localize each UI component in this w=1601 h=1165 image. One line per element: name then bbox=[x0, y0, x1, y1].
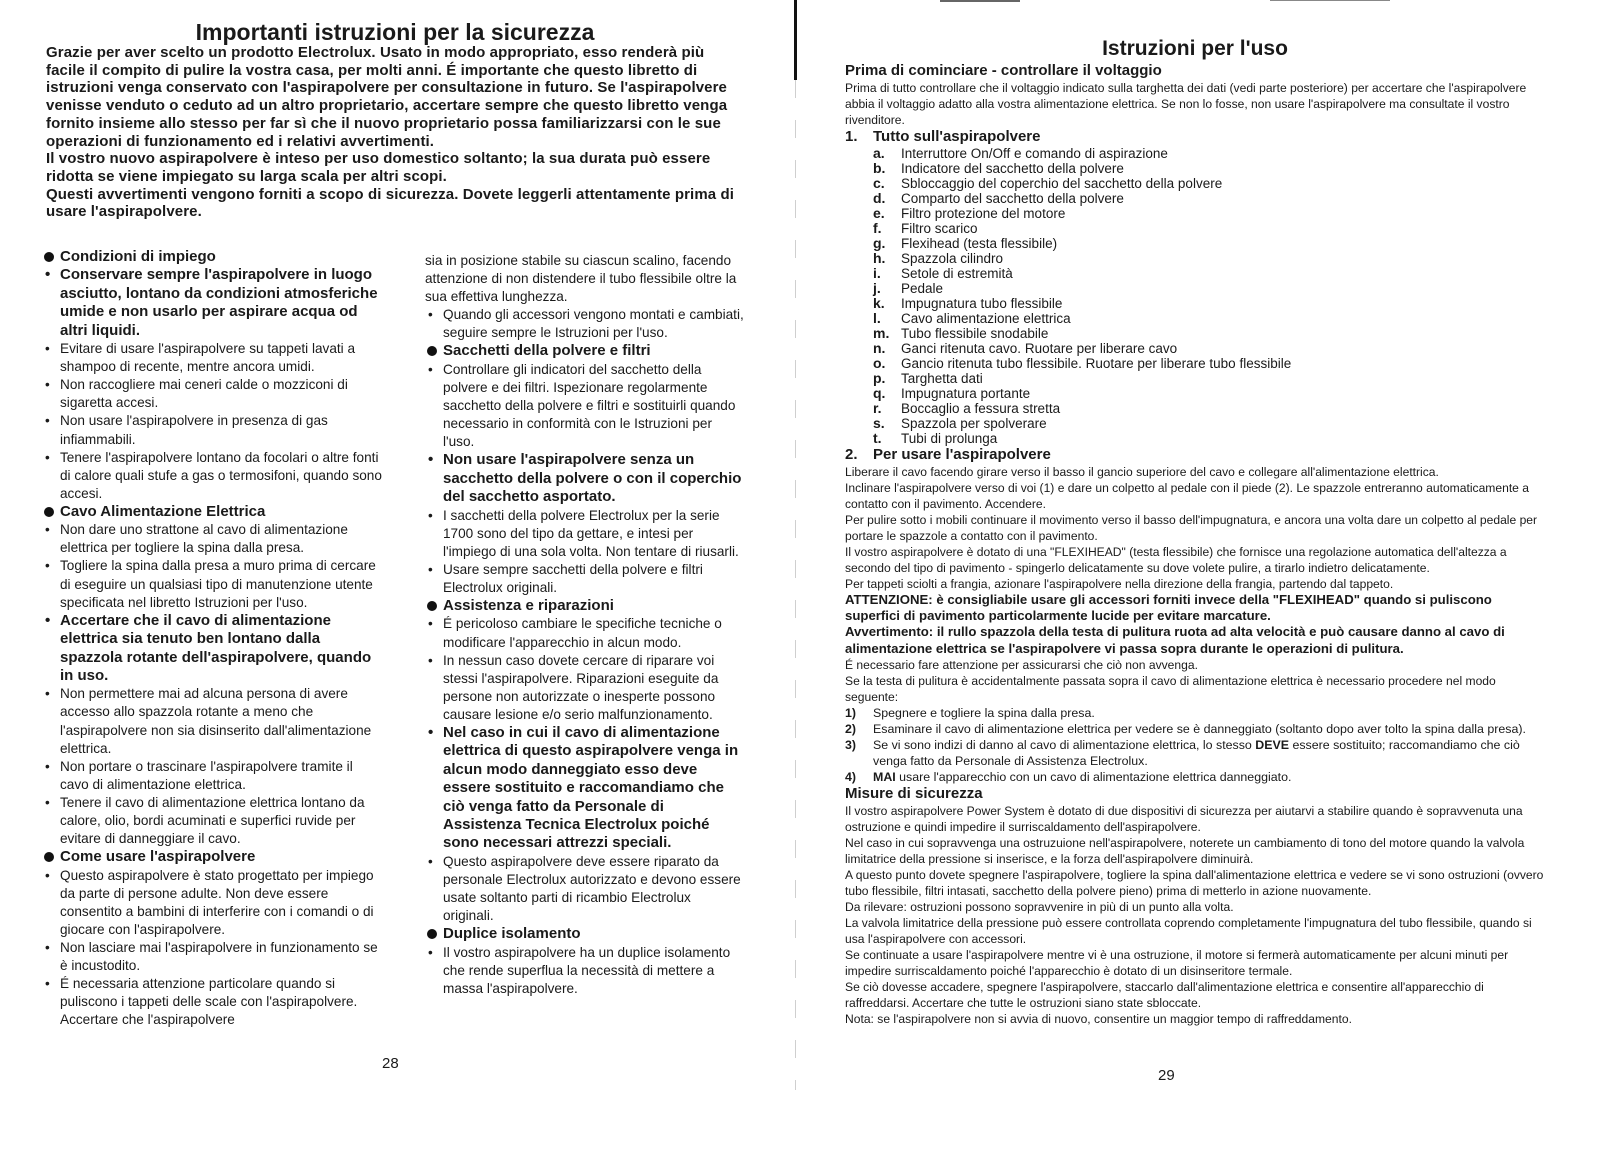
warning-note: Avvertimento: il rullo spazzola della testa di pulitura ruota ad alta velocità e può causare danno al cavo di alimentazione elettrica se l'aspirapolvere vi passa sopra durante le operazioni di pulitura. bbox=[845, 624, 1505, 656]
item-letter: k. bbox=[873, 295, 885, 311]
item-letter: m. bbox=[873, 325, 890, 341]
intro-paragraph: Questi avvertimenti vengono forniti a scopo di sicurezza. Dovete leggerli attentamente prima di usare l'aspirapolvere. bbox=[46, 185, 734, 221]
step-text: DEVE bbox=[1255, 737, 1290, 752]
list-item bbox=[873, 341, 1545, 356]
list-item: • É necessaria attenzione particolare quando si puliscono i tappeti delle scale con l'aspirapolvere. Accertare che l'aspirapolvere bbox=[42, 975, 382, 1029]
section-heading: Come usare l'aspirapolvere bbox=[42, 848, 382, 866]
paragraph: A questo punto dovete spegnere l'aspirapolvere, togliere la spina dall'alimentazione elettrica e vedere se vi sono ostruzioni (ovvero tubo flessibile, filtri intasati, sacchetto della polvere pieno) prima di metterlo in azione nuovamente. bbox=[845, 867, 1544, 898]
left-column-1 bbox=[42, 248, 382, 1029]
page-left bbox=[0, 0, 790, 1165]
list-item: • Non permettere mai ad alcuna persona di avere accesso allo spazzola rotante a meno che l'aspirapolvere non sia disinserito dall'alimentazione elettrica. bbox=[42, 685, 382, 757]
item-letter: e. bbox=[873, 205, 885, 221]
list-item: • Togliere la spina dalla presa a muro prima di cercare di eseguire un qualsiasi tipo di manutenzione utente specificata nel libretto Istruzioni per l'uso. bbox=[42, 557, 382, 611]
list-item bbox=[873, 431, 1545, 446]
item-letter: q. bbox=[873, 385, 886, 401]
item-text: Spazzola per spolverare bbox=[901, 416, 1047, 431]
list-item: • Evitare di usare l'aspirapolvere su tappeti lavati a shampoo di recente, mentre ancora umidi. bbox=[42, 340, 382, 376]
section-heading: Condizioni di impiego bbox=[42, 248, 382, 266]
list-item bbox=[873, 176, 1545, 191]
item-text: Filtro scarico bbox=[901, 221, 978, 236]
list-item bbox=[873, 191, 1545, 206]
section-number: 2. bbox=[845, 446, 858, 463]
steps-list bbox=[845, 705, 1545, 785]
item-letter: n. bbox=[873, 340, 886, 356]
paragraph: Da rilevare: ostruzioni possono sopravvenire in più di un punto alla volta. bbox=[845, 899, 1234, 914]
list-item: • Accertare che il cavo di alimentazione elettrica sia tenuto ben lontano dalla spazzola rotante dell'aspirapolvere, quando in uso. bbox=[42, 612, 382, 686]
section-heading bbox=[845, 128, 1545, 146]
paragraph: Liberare il cavo facendo girare verso il basso il gancio superiore del cavo e collegare all'alimentazione elettrica. bbox=[845, 465, 1439, 479]
step-text: Se vi sono indizi di danno al cavo di alimentazione elettrica, lo stesso bbox=[873, 737, 1256, 752]
list-item-continued: sia in posizione stabile su ciascun scalino, facendo attenzione di non distendere il tubo flessibile oltre la sua effettiva lunghezza. bbox=[425, 253, 737, 305]
item-text: Tubi di prolunga bbox=[901, 431, 998, 446]
paragraph: Prima di tutto controllare che il voltaggio indicato sulla targhetta dei dati (vedi parte posteriore) per accertare che l'aspirapolvere abbia il voltaggio adatto alla vostra alimentazione elettrica. Se non lo fosse, non usare l'aspirapolvere ma consultate il vostro rivenditore. bbox=[845, 81, 1527, 127]
section-heading: Assistenza e riparazioni bbox=[425, 597, 745, 615]
binding-shadow bbox=[795, 80, 796, 1090]
list-item bbox=[873, 311, 1545, 326]
list-item bbox=[873, 281, 1545, 296]
step-text: usare l'apparecchio con un cavo di alimentazione elettrica danneggiato. bbox=[895, 769, 1292, 784]
list-item bbox=[873, 356, 1545, 371]
list-item: • Controllare gli indicatori del sacchetto della polvere e dei filtri. Ispezionare regolarmente sacchetto della polvere e filtri e sostituirli quando necessario in conformità con le Istruzioni per l'uso. bbox=[425, 361, 745, 451]
list-item bbox=[873, 221, 1545, 236]
step-text: Esaminare il cavo di alimentazione elettrica per vedere se è danneggiato (soltanto dopo aver tolto la spina dalla presa). bbox=[873, 721, 1526, 736]
list-item: • Questo aspirapolvere deve essere riparato da personale Electrolux autorizzato e devono essere usate soltanto parti di ricambio Electrolux originali. bbox=[425, 853, 745, 925]
page-title: Istruzioni per l'uso bbox=[1102, 37, 1288, 60]
item-letter: b. bbox=[873, 160, 886, 176]
section-heading-text: Tutto sull'aspirapolvere bbox=[873, 128, 1041, 145]
paragraph: Per tappeti sciolti a frangia, azionare l'aspirapolvere nella direzione della frangia, partendo dal tappeto. bbox=[845, 577, 1394, 591]
section-heading bbox=[845, 446, 1545, 464]
binding-edge bbox=[794, 0, 797, 80]
item-text: Pedale bbox=[901, 281, 944, 296]
list-item: • Non raccogliere mai ceneri calde o mozziconi di sigaretta accesi. bbox=[42, 376, 382, 412]
step-text: essere sostituito; raccomandiamo che ciò venga fatto da Personale di Assistenza Electrolux. bbox=[873, 737, 1520, 768]
page-title: Importanti istruzioni per la sicurezza bbox=[195, 19, 595, 45]
item-letter: l. bbox=[873, 310, 881, 326]
paragraph: É necessario fare attenzione per assicurarsi che ciò non avvenga. bbox=[845, 657, 1198, 672]
item-letter: a. bbox=[873, 145, 885, 161]
attention-note: ATTENZIONE: è consigliabile usare gli accessori forniti invece della "FLEXIHEAD" quando si puliscono superfici di pavimento particolarmente lucide per evitare marcature. bbox=[845, 592, 1492, 624]
item-letter: h. bbox=[873, 250, 886, 266]
step-item bbox=[845, 769, 1545, 785]
list-item: • Il vostro aspirapolvere ha un duplice isolamento che rende superflua la necessità di mettere a massa l'aspirapolvere. bbox=[425, 944, 745, 998]
section-heading: Sacchetti della polvere e filtri bbox=[425, 342, 745, 360]
item-letter: c. bbox=[873, 175, 885, 191]
item-text: Ganci ritenuta cavo. Ruotare per liberare cavo bbox=[901, 341, 1178, 356]
item-letter: g. bbox=[873, 235, 886, 251]
item-text: Impugnatura portante bbox=[901, 386, 1031, 401]
list-item bbox=[873, 326, 1545, 341]
item-text: Tubo flessibile snodabile bbox=[901, 326, 1049, 341]
section-heading-text: Per usare l'aspirapolvere bbox=[873, 446, 1051, 463]
list-item bbox=[873, 206, 1545, 221]
paragraph: La valvola limitatrice della pressione può essere controllata coprendo completamente l'impugnatura del tubo flessibile, quando si usa l'aspirapolvere con accessori. bbox=[845, 915, 1532, 946]
intro-paragraph: Il vostro nuovo aspirapolvere è inteso per uso domestico soltanto; la sua durata può essere ridotta se viene impiegato su larga scala per altri scopi. bbox=[46, 150, 711, 185]
item-text: Cavo alimentazione elettrica bbox=[901, 311, 1071, 326]
list-item: • Questo aspirapolvere è stato progettato per impiego da parte di persone adulte. Non deve essere consentito a bambini di interferire con i comandi o di giocare con l'aspirapolvere. bbox=[42, 867, 382, 939]
intro-text bbox=[46, 44, 736, 221]
list-item: • Nel caso in cui il cavo di alimentazione elettrica di questo aspirapolvere venga in alcun modo danneggiato esso deve essere sostituito e raccomandiamo che ciò venga fatto da Personale di Assistenza Tecnica Electrolux poiché sono necessari attrezzi speciali. bbox=[425, 724, 745, 853]
step-number: 4) bbox=[845, 769, 857, 784]
list-item: • Tenere l'aspirapolvere lontano da focolari o altre fonti di calore quali stufe a gas o termosifoni, quando sono accesi. bbox=[42, 449, 382, 503]
intro-paragraph: Grazie per aver scelto un prodotto Electrolux. Usato in modo appropriato, esso renderà più facile il compito di pulire la vostra casa, per molti anni. É importante che questo libretto di istruzioni venga conservato con l'aspirapolvere per consultazione in futuro. Se l'aspirapolvere venisse venduto o ceduto ad un altro proprietario, accertare sempre che questo libretto venga fornito insieme allo stesso per far sì che il nuovo proprietario possa familiarizzarsi con le sue operazioni di funzionamento ed i relativi avvertimenti. bbox=[46, 44, 728, 150]
item-letter: r. bbox=[873, 400, 882, 416]
page-right bbox=[800, 0, 1601, 1165]
step-text: MAI bbox=[873, 769, 896, 784]
item-letter: j. bbox=[873, 280, 881, 296]
list-item: • Non dare uno strattone al cavo di alimentazione elettrica per togliere la spina dalla presa. bbox=[42, 521, 382, 557]
section-heading: Prima di cominciare - controllare il voltaggio bbox=[845, 62, 1162, 79]
item-letter: d. bbox=[873, 190, 886, 206]
list-item: • Non lasciare mai l'aspirapolvere in funzionamento se è incustodito. bbox=[42, 939, 382, 975]
item-letter: t. bbox=[873, 430, 882, 446]
paragraph: Se continuate a usare l'aspirapolvere mentre vi è una ostruzione, il motore si fermerà automaticamente per alcuni minuti per impedire surriscaldamento poiché l'apparecchio è dotato di un disinseritore termale. bbox=[845, 947, 1509, 978]
list-item bbox=[873, 386, 1545, 401]
item-text: Indicatore del sacchetto della polvere bbox=[901, 161, 1124, 176]
paragraph: Inclinare l'aspirapolvere verso di voi (1) e dare un colpetto al pedale con il piede (2). Le spazzole entreranno automaticamente a contatto con il pavimento. Accendere. bbox=[845, 481, 1529, 511]
item-text: Setole di estremità bbox=[901, 266, 1013, 281]
list-item bbox=[873, 236, 1545, 251]
page-number: 29 bbox=[1158, 1067, 1175, 1084]
paragraph: Nota: se l'aspirapolvere non si avvia di nuovo, consentire un maggior tempo di raffreddamento. bbox=[845, 1011, 1352, 1026]
item-text: Spazzola cilindro bbox=[901, 251, 1004, 266]
section-number: 1. bbox=[845, 128, 858, 145]
step-number: 1) bbox=[845, 705, 857, 720]
list-item: • Non portare o trascinare l'aspirapolvere tramite il cavo di alimentazione elettrica. bbox=[42, 758, 382, 794]
list-item bbox=[873, 401, 1545, 416]
paragraph: Il vostro aspirapolvere è dotato di una "FLEXIHEAD" (testa flessibile) che fornisce una regolazione automatica dell'altezza a secondo del tipo di pavimento - spingerlo delicatamente su dove volete pulire, a tirarlo indietro delicatamente. bbox=[845, 545, 1507, 575]
item-text: Boccaglio a fessura stretta bbox=[901, 401, 1061, 416]
step-number: 3) bbox=[845, 737, 857, 752]
step-item bbox=[845, 705, 1545, 721]
list-item bbox=[873, 146, 1545, 161]
section-heading: Duplice isolamento bbox=[425, 925, 745, 943]
item-text: Impugnatura tubo flessibile bbox=[901, 296, 1063, 311]
step-item bbox=[845, 721, 1545, 737]
item-letter: o. bbox=[873, 355, 886, 371]
list-item bbox=[873, 161, 1545, 176]
item-letter: f. bbox=[873, 220, 882, 236]
item-letter: p. bbox=[873, 370, 886, 386]
item-text: Comparto del sacchetto della polvere bbox=[901, 191, 1124, 206]
list-item: • In nessun caso dovete cercare di riparare voi stessi l'aspirapolvere. Riparazioni eseguite da persone non autorizzate o inesperte possono causare lesione e/o serio malfunzionamento. bbox=[425, 652, 745, 724]
paragraph: Per pulire sotto i mobili continuare il movimento verso il basso dell'impugnatura, e ancora una volta dare un colpetto al pedale per portare le spazzole a contatto con il pavimento. bbox=[845, 513, 1538, 543]
item-text: Targhetta dati bbox=[901, 371, 983, 386]
item-text: Flexihead (testa flessibile) bbox=[901, 236, 1058, 251]
step-text: Spegnere e togliere la spina dalla presa. bbox=[873, 705, 1095, 720]
step-number: 2) bbox=[845, 721, 857, 736]
paragraph: Se la testa di pulitura è accidentalmente passata sopra il cavo di alimentazione elettrica è necessario procedere nel modo seguente: bbox=[845, 673, 1496, 704]
step-item bbox=[845, 737, 1545, 769]
page-number: 28 bbox=[382, 1055, 399, 1072]
paragraph: Il vostro aspirapolvere Power System è dotato di due dispositivi di sicurezza per aiutarvi a stabilire quando è sopravvenuta una ostruzione e quindi impedire il surriscaldamento dell'aspirapolvere. bbox=[845, 803, 1523, 834]
list-item: • Conservare sempre l'aspirapolvere in luogo asciutto, lontano da condizioni atmosferiche umide e non usarlo per aspirare acqua od altri liquidi. bbox=[42, 266, 382, 340]
left-column-2 bbox=[425, 252, 745, 998]
item-text: Gancio ritenuta tubo flessibile. Ruotare per liberare tubo flessibile bbox=[901, 356, 1292, 371]
item-letter: s. bbox=[873, 415, 885, 431]
list-item: • Usare sempre sacchetti della polvere e filtri Electrolux originali. bbox=[425, 561, 745, 597]
parts-list bbox=[873, 146, 1545, 446]
list-item: • I sacchetti della polvere Electrolux per la serie 1700 sono del tipo da gettare, e intesi per l'impiego di una sola volta. Non tentare di riusarli. bbox=[425, 507, 745, 561]
item-text: Interruttore On/Off e comando di aspirazione bbox=[901, 146, 1168, 161]
list-item bbox=[873, 251, 1545, 266]
list-item bbox=[873, 371, 1545, 386]
list-item: • É pericoloso cambiare le specifiche tecniche o modificare l'apparecchio in alcun modo. bbox=[425, 615, 745, 651]
list-item: • Non usare l'aspirapolvere senza un sacchetto della polvere o con il coperchio del sacchetto asportato. bbox=[425, 451, 745, 506]
section-heading: Misure di sicurezza bbox=[845, 784, 983, 802]
item-text: Filtro protezione del motore bbox=[901, 206, 1066, 221]
section-heading: Cavo Alimentazione Elettrica bbox=[42, 503, 382, 521]
right-body bbox=[845, 62, 1545, 1027]
paragraph: Se ciò dovesse accadere, spegnere l'aspirapolvere, staccarlo dall'alimentazione elettrica e consentire all'apparecchio di raffreddarsi. Accertare che tutte le ostruzioni siano state sbloccate. bbox=[845, 979, 1484, 1010]
list-item bbox=[873, 416, 1545, 431]
list-item bbox=[873, 266, 1545, 281]
list-item: • Quando gli accessori vengono montati e cambiati, seguire sempre le Istruzioni per l'uso. bbox=[425, 306, 745, 342]
item-letter: i. bbox=[873, 265, 881, 281]
list-item bbox=[873, 296, 1545, 311]
list-item: • Tenere il cavo di alimentazione elettrica lontano da calore, olio, bordi acuminati e superfici ruvide per evitare di danneggiare il cavo. bbox=[42, 794, 382, 848]
item-text: Sbloccaggio del coperchio del sacchetto della polvere bbox=[901, 176, 1223, 191]
paragraph: Nel caso in cui sopravvenga una ostruzuione nell'aspirapolvere, noterete un cambiamento di tono del motore quando la valvola limitatrice della pressione si inserisce, e la forza dell'aspirapolvere diminuirà. bbox=[845, 835, 1525, 866]
list-item: • Non usare l'aspirapolvere in presenza di gas infiammabili. bbox=[42, 412, 382, 448]
